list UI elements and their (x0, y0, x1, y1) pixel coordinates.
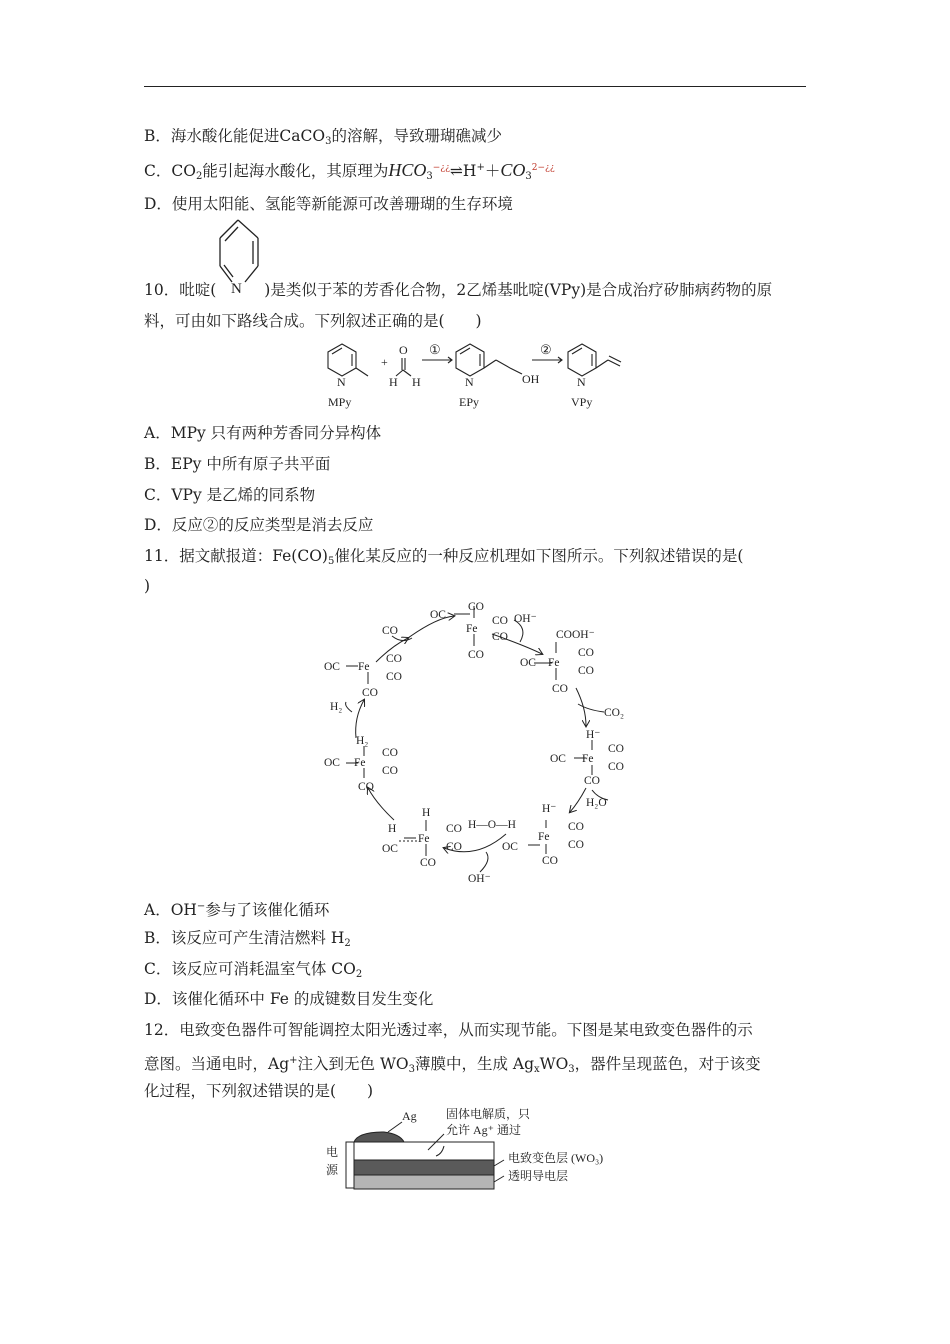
q11-option-c: C．该反应可消耗温室气体 $CO_2$ (144, 960, 363, 980)
fe-br: Fe (538, 831, 550, 843)
aldehyde-h1: H (389, 375, 398, 389)
synthesis-scheme (318, 336, 638, 414)
wo3-label: 电致变色层 (WO₃) (508, 1151, 604, 1165)
co-top-r2: CO (492, 631, 508, 643)
q11-stem-line1: 11．据文献报道：$Fe(CO)_5$催化某反应的一种反应机理如下图所示。下列叙述错误的是( (144, 547, 744, 567)
oc-ur: OC (520, 657, 536, 669)
oh-in: OH⁻ (514, 613, 537, 625)
conductive-label: 透明导电层 (508, 1169, 569, 1183)
q10-option-c: C．VPy 是乙烯的同系物 (144, 486, 316, 504)
h2-out: H₂ (330, 701, 343, 713)
q10-option-a: A．MPy 只有两种芳香同分异构体 (144, 424, 382, 442)
h2o-in: H₂O (586, 797, 607, 809)
q10-option-b: B．EPy 中所有原子共平面 (144, 455, 331, 473)
co2-out: CO₂ (604, 707, 624, 719)
electrolyte-label-2: 允许 Ag⁺ 通过 (446, 1123, 522, 1137)
ag-electrode (354, 1132, 404, 1142)
co-top-r1: CO (492, 615, 508, 627)
q9-option-c: C．$CO_2$能引起海水酸化，其原理为$HCO_3^{-¿¿}\rightleftharpoons H^++CO_3^{2-¿¿}$ (144, 160, 555, 182)
q10-option-d: D．反应②的反应类型是消去反应 (144, 516, 374, 534)
oc-lu: OC (324, 661, 340, 673)
power-label-1: 电 (326, 1145, 339, 1159)
label-vpy: VPy (571, 395, 593, 409)
q9-option-b: B．海水酸化能促进CaCO$_3$的溶解，导致珊瑚礁减少 (144, 127, 502, 147)
co-br-2: CO (568, 839, 584, 851)
pyridine-n-label: N (231, 281, 242, 297)
fe-lm: Fe (354, 757, 366, 769)
oh-out: OH⁻ (468, 873, 491, 885)
ag-label: Ag (402, 1109, 417, 1123)
h-minus-br: H⁻ (542, 803, 557, 815)
co-bl-b: CO (420, 857, 436, 869)
catalytic-cycle (316, 598, 636, 888)
aldehyde-o: O (399, 343, 408, 357)
cooh: COOH⁻ (556, 629, 595, 641)
co-ur-b: CO (552, 683, 568, 695)
co-br-1: CO (568, 821, 584, 833)
co-bl-2: CO (446, 841, 462, 853)
co-lm-2: CO (382, 765, 398, 777)
co-bl-1: CO (446, 823, 462, 835)
header-rule (144, 86, 806, 87)
co-ur-2: CO (578, 665, 594, 677)
q11-stem-line2: ) (144, 577, 151, 595)
conductive-layer (354, 1175, 494, 1189)
electrolyte-layer (354, 1142, 494, 1160)
fe-bl: Fe (418, 833, 430, 845)
oc-top: OC (430, 609, 446, 621)
step-2: ② (540, 342, 552, 357)
mpy-n: N (337, 375, 346, 389)
co-lm-1: CO (382, 747, 398, 759)
h-bl-left: H (388, 823, 397, 835)
co-rm-2: CO (608, 761, 624, 773)
electrochromic-device (318, 1104, 638, 1196)
water: H—O—H (468, 819, 516, 831)
plus-sign: + (381, 355, 388, 369)
oc-rm: OC (550, 753, 566, 765)
q12-stem-line2: 意图。当通电时，Ag+注入到无色 $WO_3$薄膜中，生成 $Ag_xWO_3$，器件呈现蓝色，对于该变 (144, 1055, 761, 1075)
aldehyde-h2: H (412, 375, 421, 389)
q12-stem-line3: 化过程，下列叙述错误的是( ) (144, 1082, 374, 1100)
oc-br: OC (502, 841, 518, 853)
wo3-layer (354, 1160, 494, 1175)
vpy-n: N (577, 375, 586, 389)
co-lu-b: CO (362, 687, 378, 699)
step-1: ① (429, 342, 441, 357)
q11-option-d: D．该催化循环中 Fe 的成键数目发生变化 (144, 990, 434, 1008)
co-br-b: CO (542, 855, 558, 867)
co-lu-1: CO (386, 653, 402, 665)
co-rm-1: CO (608, 743, 624, 755)
co-top: CO (468, 601, 484, 613)
fe-top: Fe (466, 623, 478, 635)
epy-oh: OH (522, 372, 540, 386)
fe-ur: Fe (548, 657, 560, 669)
q12-stem-line1: 12．电致变色器件可智能调控太阳光透过率，从而实现节能。下图是某电致变色器件的示 (144, 1021, 753, 1039)
h-minus-rm: H⁻ (586, 729, 601, 741)
q10-stem-line1: 10．吡啶( )是类似于苯的芳香化合物，2乙烯基吡啶(VPy)是合成治疗矽肺病药物的原 (144, 281, 773, 299)
label-epy: EPy (459, 395, 480, 409)
fe-rm: Fe (582, 753, 594, 765)
fe-lu: Fe (358, 661, 370, 673)
oc-bl: OC (382, 843, 398, 855)
h2-bound: H₂ (356, 735, 369, 747)
power-label-2: 源 (326, 1163, 339, 1177)
co-ur-1: CO (578, 647, 594, 659)
co-in: CO (382, 625, 398, 637)
h-bl-top: H (422, 807, 431, 819)
label-mpy: MPy (328, 395, 352, 409)
q10-stem-line2: 料，可由如下路线合成。下列叙述正确的是( ) (144, 312, 482, 330)
oc-lm: OC (324, 757, 340, 769)
co-lm-b: CO (358, 781, 374, 793)
epy-n: N (465, 375, 474, 389)
co-rm-b: CO (584, 775, 600, 787)
co-top-b: CO (468, 649, 484, 661)
q11-option-b: B．该反应可产生清洁燃料 $H_2$ (144, 929, 351, 949)
electrolyte-label-1: 固体电解质，只 (446, 1107, 531, 1121)
q9-option-d: D．使用太阳能、氢能等新能源可改善珊瑚的生存环境 (144, 195, 513, 213)
co-lu-2: CO (386, 671, 402, 683)
q11-option-a: A．OH−参与了该催化循环 (144, 901, 330, 919)
